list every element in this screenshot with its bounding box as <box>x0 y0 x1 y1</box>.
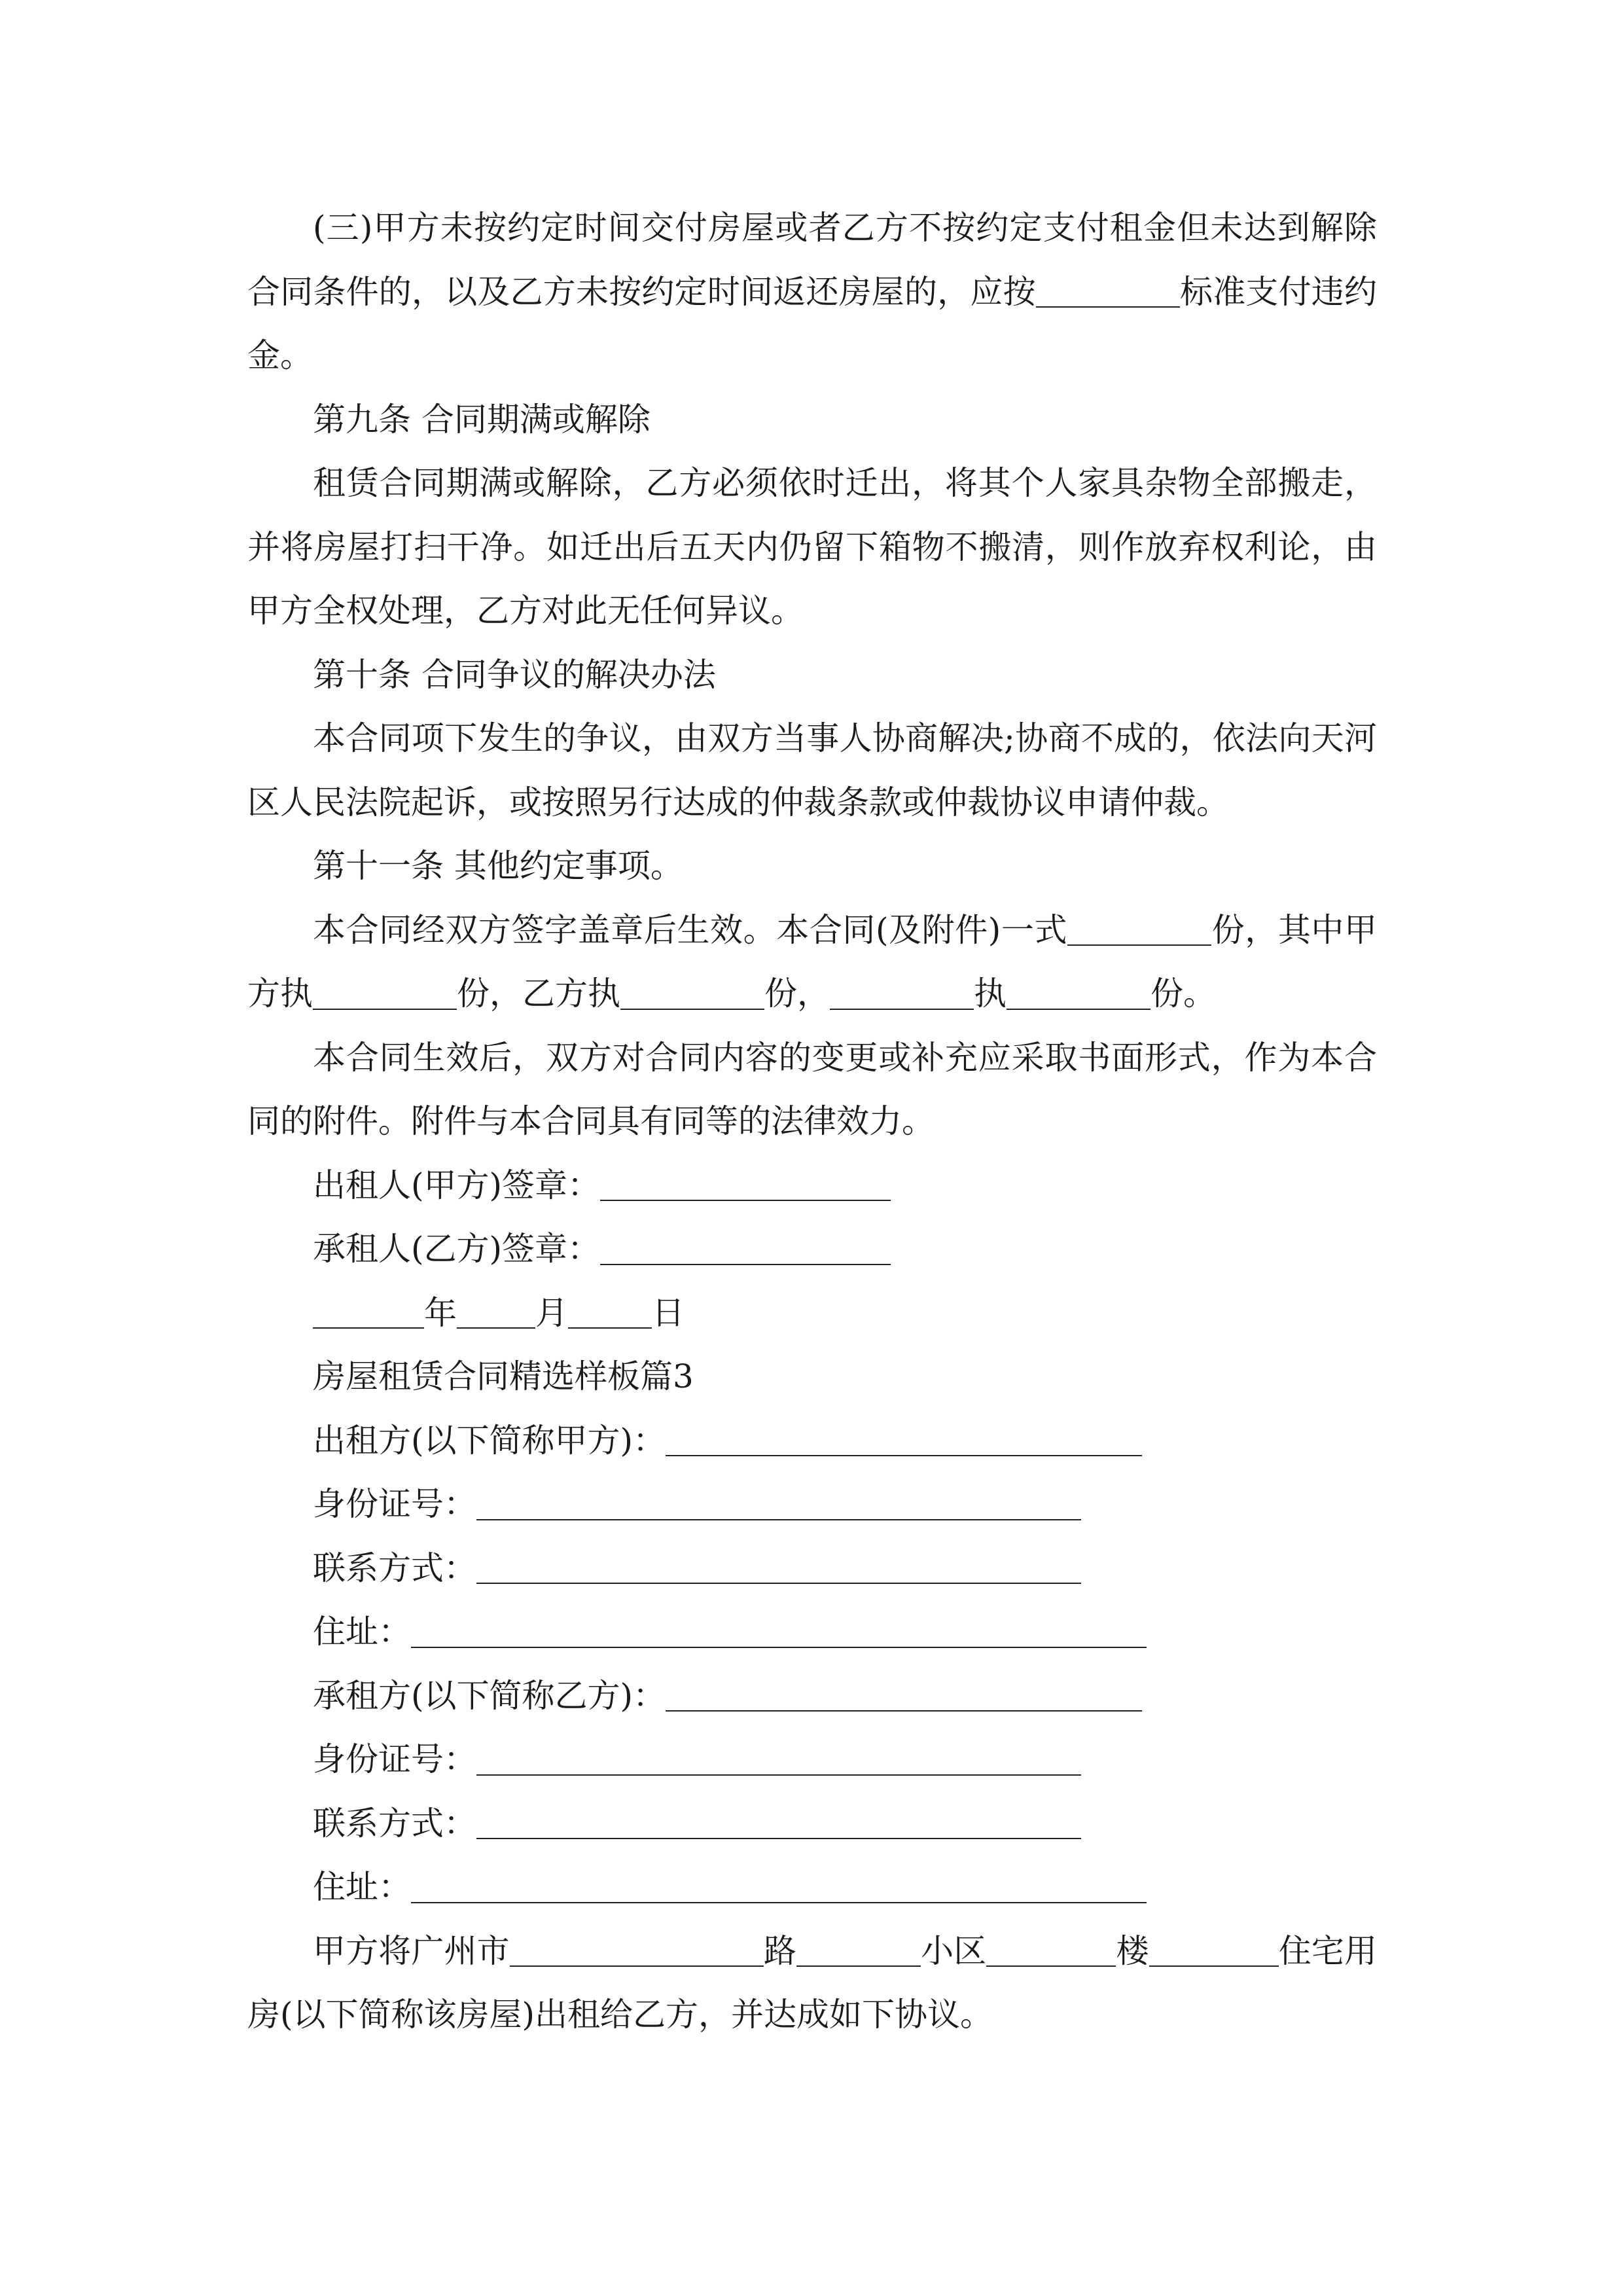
lessor-id-line <box>247 1473 1377 1537</box>
year-label: 年 <box>424 1293 457 1332</box>
effect-clause: 本合同生效后，双方对合同内容的变更或补充应采取书面形式，作为本合同的附件。附件与本合同具有同等的法律效力。 <box>247 1038 1377 1140</box>
copies-text: 执 <box>974 975 1007 1013</box>
copies-other-party-blank <box>830 976 974 1010</box>
clause10-title: 第十条 合同争议的解决办法 <box>313 655 716 694</box>
community-blank <box>796 1933 921 1967</box>
copies-text: 份， <box>764 975 830 1013</box>
lessee-contact-label: 联系方式： <box>313 1804 476 1842</box>
lessee-name-blank <box>666 1677 1142 1712</box>
lessor-name-blank <box>666 1422 1142 1456</box>
contract-content <box>247 196 1377 2047</box>
lessee-id-label: 身份证号： <box>313 1740 476 1778</box>
premises-text: 住宅用房(以下简称该房屋)出租给乙方，并达成如下协议。 <box>247 1931 1377 2034</box>
lessee-name-line <box>247 1664 1377 1729</box>
premises-clause <box>247 1920 1377 2047</box>
lessee-signature-blank <box>600 1231 891 1265</box>
clause10-body: 本合同项下发生的争议，由双方当事人协商解决;协商不成的，依法向天河区人民法院起诉，或按照另行达成的仲裁条款或仲裁协议申请仲裁。 <box>247 719 1377 821</box>
lessor-name-line <box>247 1409 1377 1473</box>
section-title: 房屋租赁合同精选样板篇3 <box>313 1357 694 1395</box>
clause8-item3 <box>247 196 1377 388</box>
signing-date <box>247 1282 1377 1346</box>
clause9-title: 第九条 合同期满或解除 <box>313 400 651 439</box>
penalty-standard-blank <box>1036 274 1180 308</box>
day-blank <box>568 1295 652 1329</box>
lessee-address-blank <box>411 1869 1147 1903</box>
lessor-id-blank <box>476 1486 1081 1520</box>
lessor-address-label: 住址： <box>313 1613 411 1651</box>
copies-other-count-blank <box>1007 976 1150 1010</box>
year-blank <box>313 1295 424 1329</box>
lessee-signature-line <box>247 1217 1377 1282</box>
unit-blank <box>1149 1933 1279 1967</box>
month-label: 月 <box>535 1293 568 1332</box>
road-blank <box>510 1933 764 1967</box>
copies-clause <box>247 899 1377 1026</box>
lessor-contact-blank <box>476 1550 1081 1584</box>
lessee-id-line <box>247 1728 1377 1792</box>
clause9-body: 租赁合同期满或解除，乙方必须依时迁出，将其个人家具杂物全部搬走，并将房屋打扫干净。如迁出后五天内仍留下箱物不搬清，则作放弃权利论，由甲方全权处理，乙方对此无任何异议。 <box>247 464 1377 630</box>
lessee-contact-blank <box>476 1805 1081 1839</box>
lessee-label: 承租方(以下简称乙方)： <box>313 1676 666 1715</box>
lessor-contact-label: 联系方式： <box>313 1549 476 1587</box>
lessor-signature-line <box>247 1154 1377 1218</box>
lessor-signature-blank <box>600 1167 891 1201</box>
copies-total-blank <box>1067 912 1211 946</box>
lessee-id-blank <box>476 1742 1081 1776</box>
clause8-item3-text: (三)甲方未按约定时间交付房屋或者乙方不按约定支付租金但未达到解除合同条件的，以及乙方未按约定时间返还房屋的，应按 <box>247 209 1377 311</box>
lessor-address-line <box>247 1600 1377 1664</box>
lessee-address-label: 住址： <box>313 1868 411 1906</box>
day-label: 日 <box>652 1293 685 1332</box>
copies-text: 本合同经双方签字盖章后生效。本合同(及附件)一式 <box>313 910 1068 949</box>
lessor-id-label: 身份证号： <box>313 1485 476 1523</box>
lessor-label: 出租方(以下简称甲方)： <box>313 1421 666 1460</box>
lessee-contact-line <box>247 1792 1377 1856</box>
lessor-contact-line <box>247 1537 1377 1601</box>
clause8-item3-text-end: 标准支付违约金。 <box>247 272 1378 374</box>
lessee-address-line <box>247 1856 1377 1920</box>
copies-text: 份，其中甲方执 <box>247 910 1378 1013</box>
building-blank <box>986 1933 1116 1967</box>
premises-text: 楼 <box>1116 1931 1149 1970</box>
premises-text: 小区 <box>921 1931 987 1970</box>
premises-text: 甲方将广州市 <box>313 1931 510 1970</box>
clause11-title: 第十一条 其他约定事项。 <box>313 847 683 885</box>
lessor-address-blank <box>411 1614 1147 1648</box>
lessor-signature-label: 出租人(甲方)签章： <box>313 1166 601 1204</box>
copies-party-b-blank <box>620 976 764 1010</box>
copies-text: 份，乙方执 <box>457 975 620 1013</box>
premises-text: 路 <box>763 1931 796 1970</box>
copies-text: 份。 <box>1150 975 1216 1013</box>
month-blank <box>457 1295 535 1329</box>
copies-party-a-blank <box>313 976 457 1010</box>
lessee-signature-label: 承租人(乙方)签章： <box>313 1230 601 1268</box>
